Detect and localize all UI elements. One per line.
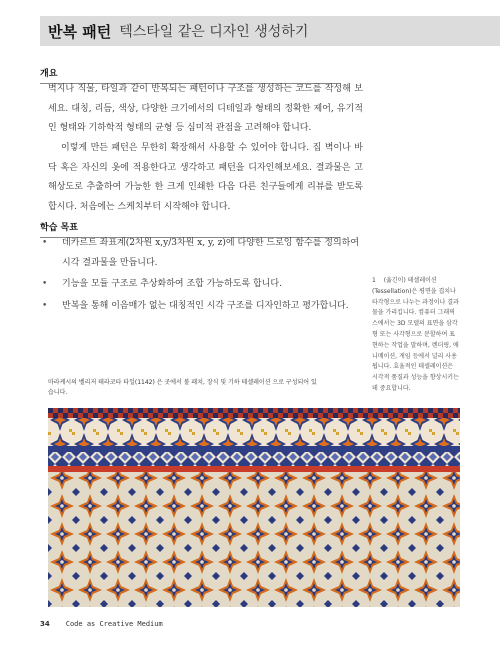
objectives-list <box>40 234 370 316</box>
sidenote-text: (옮긴이) 테셀레이션(Tessellation)은 평면을 겹치나 타각형으로 나누는 과정이나 결과물을 가리킵니다. 컴퓨터 그래픽스에서는 3D 모델의 표면을 삼각형 또는 사각형으로 분할하여 표현하는 작업을 말하며, 렌더링, 애니메이션, 게임 등에서 널리 사용됩니다. 효율적인 테셀레이션은 시각적 품질과 성능을 향상시키는 데 중요합니다. <box>372 277 459 392</box>
objective-text: 반복을 통해 이음매가 없는 대칭적인 시각 구조를 디자인하고 평가합니다. <box>62 300 349 311</box>
overview-heading: 개요 <box>40 66 340 84</box>
zellige-tile-photo <box>48 408 460 607</box>
objective-text: 기능을 모듈 구조로 추상화하여 조합 가능하도록 합니다. <box>62 279 282 289</box>
book-title: Code as Creative Medium <box>65 620 163 628</box>
objective-item <box>40 275 370 295</box>
chapter-header <box>40 16 500 46</box>
bullet-icon: • <box>42 279 48 289</box>
objectives-heading: 학습 목표 <box>40 220 340 238</box>
bullet-icon: • <box>42 300 48 311</box>
chapter-subtitle: 텍스타일 같은 디자인 생성하기 <box>119 24 309 40</box>
bullet-icon: • <box>42 238 48 248</box>
chapter-title: 반복 패턴 <box>48 22 112 41</box>
sidenote <box>372 276 460 395</box>
objective-text: 데카르트 좌표계(2차원 x,y/3차원 x, y, z)에 다양한 드로잉 함수를 정의하여 시각 결과물을 만듭니다. <box>62 238 360 268</box>
overview-paragraph-2: 이렇게 만든 패턴은 무한히 확장해서 사용할 수 있어야 합니다. 집 벽이나 바닥 혹은 자신의 옷에 적용한다고 생각하고 패턴을 디자인해보세요. 결과물은 고해상도로 추출하여 가능한 한 크게 인쇄한 다음 다른 친구들에게 리뷰를 받도록 합시다. 처음에는 스케치부터 시작해야 합니다. <box>48 143 363 212</box>
page-number: 34 <box>40 620 50 628</box>
objective-item <box>40 234 370 273</box>
sidenote-number: 1 <box>372 277 376 284</box>
objective-item <box>40 297 370 317</box>
overview-paragraph-1: 벽지나 직물, 타일과 같이 반복되는 패턴이나 구조를 생성하는 코드를 작성해 보세요. 대칭, 리듬, 색상, 다양한 크기에서의 디테일과 형태의 정확한 제어, 유기적인 형태와 기하학적 형태의 균형 등 심미적 관점을 고려해야 합니다. <box>48 84 363 133</box>
image-caption: 마라케시의 벨리저 테라코타 타일(1142) 은 곳에서 볼 패치, 장식 및 기하 테셀레이션 으로 구성되어 있습니다. <box>48 379 317 396</box>
page-footer <box>40 620 163 628</box>
